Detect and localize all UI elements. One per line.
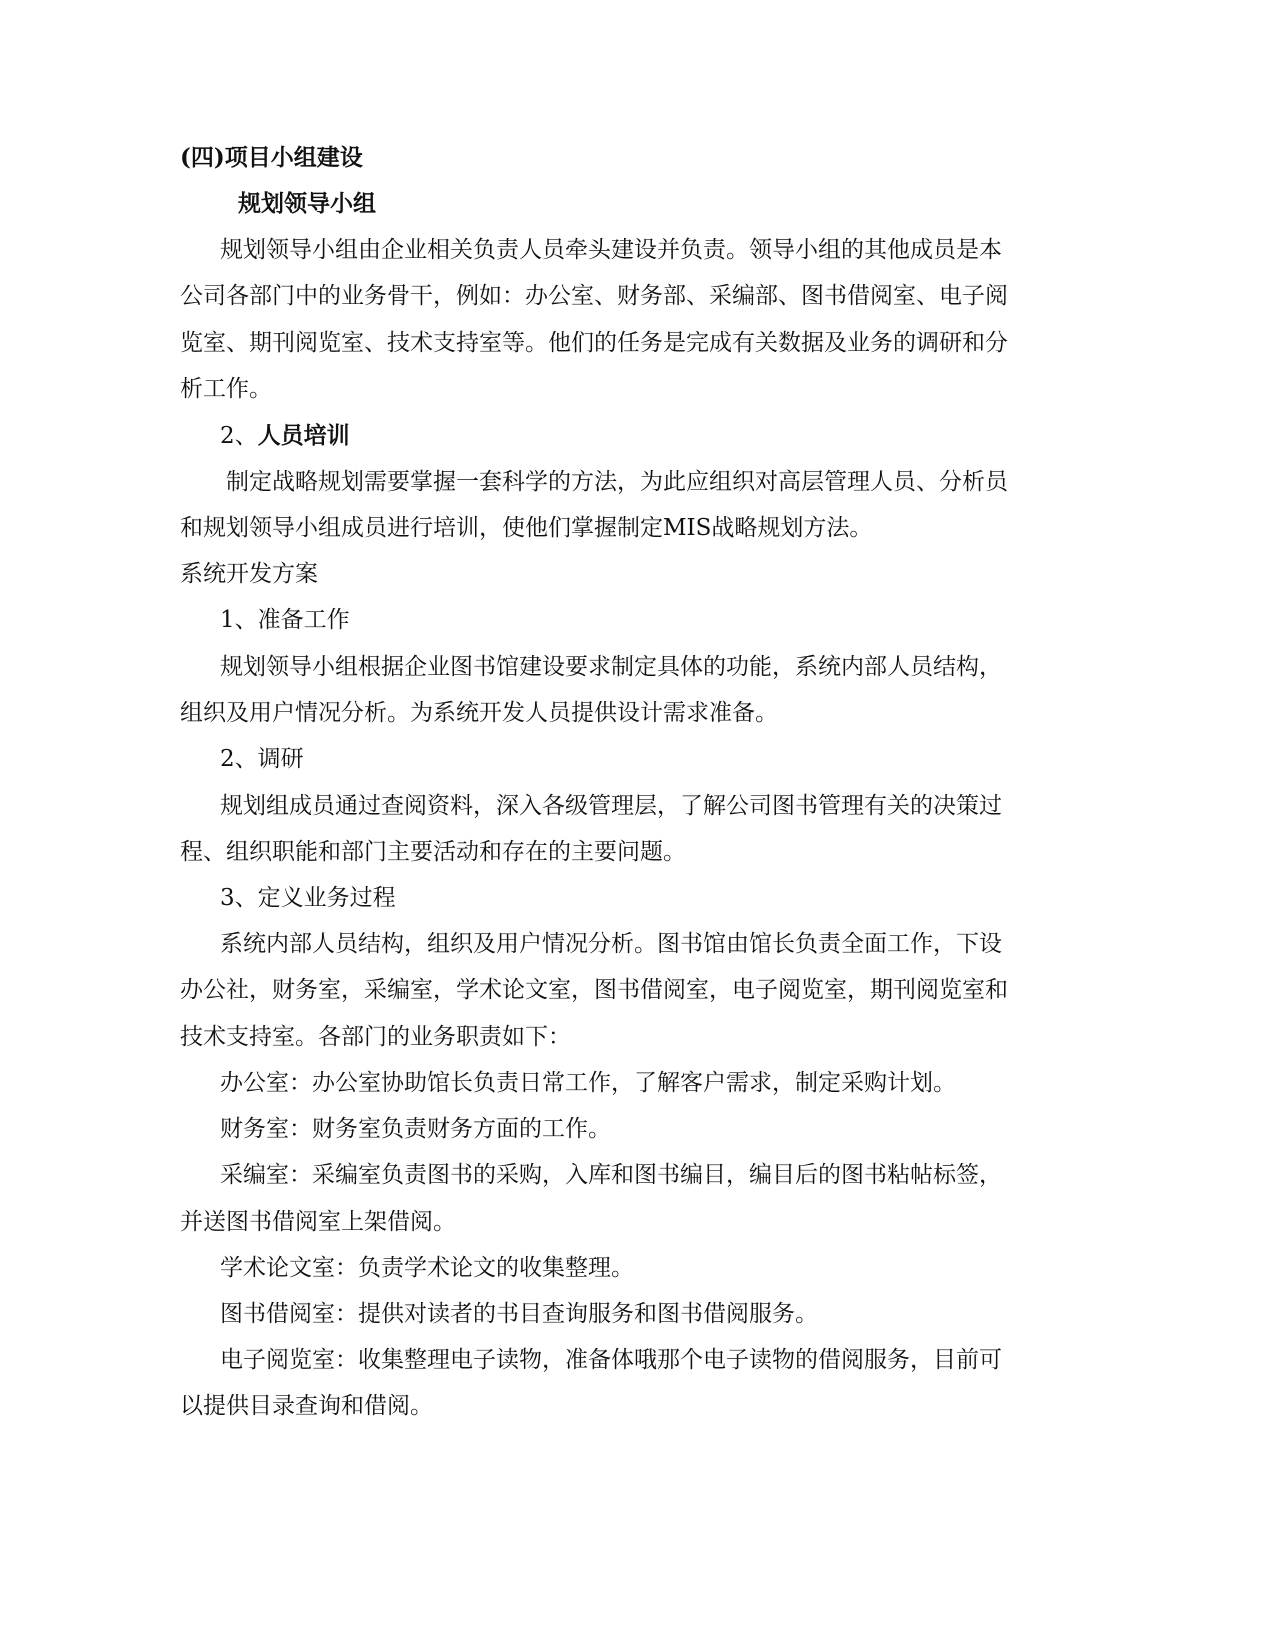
dept-acquisition-cont: 并送图书借阅室上架借阅。 — [180, 1209, 456, 1235]
paragraph-line: 制定战略规划需要掌握一套科学的方法，为此应组织对高层管理人员、分析员 — [226, 469, 1008, 495]
system-plan-heading: 系统开发方案 — [180, 561, 318, 587]
paragraph-line: 组织及用户情况分析。为系统开发人员提供设计需求准备。 — [180, 700, 778, 726]
paragraph-line: 办公社，财务室，采编室，学术论文室，图书借阅室，电子阅览室，期刊阅览室和 — [180, 977, 1008, 1003]
paragraph-line: 程、组织职能和部门主要活动和存在的主要问题。 — [180, 839, 686, 865]
item-heading: 1、准备工作 — [220, 607, 350, 633]
paragraph-line: 公司各部门中的业务骨干，例如：办公室、财务部、采编部、图书借阅室、电子阅 — [180, 283, 1008, 309]
heading-text: 人员培训 — [257, 422, 350, 449]
item-heading: 3、定义业务过程 — [220, 885, 396, 911]
paragraph-line: 系统内部人员结构，组织及用户情况分析。图书馆由馆长负责全面工作，下设 — [220, 931, 1002, 957]
dept-lending: 图书借阅室：提供对读者的书目查询服务和图书借阅服务。 — [220, 1301, 818, 1327]
paragraph-line: 规划组成员通过查阅资料，深入各级管理层，了解公司图书管理有关的决策过 — [220, 793, 1002, 819]
dept-acquisition: 采编室：采编室负责图书的采购，入库和图书编目，编目后的图书粘帖标签， — [220, 1162, 1002, 1188]
heading-training — [220, 421, 350, 451]
dept-ereading: 电子阅览室：收集整理电子读物，准备体哦那个电子读物的借阅服务，目前可 — [220, 1347, 1002, 1373]
item-heading: 2、调研 — [220, 746, 304, 772]
heading-number: 2、 — [220, 423, 258, 449]
dept-finance: 财务室：财务室负责财务方面的工作。 — [220, 1116, 611, 1142]
paragraph-line: 规划领导小组根据企业图书馆建设要求制定具体的功能，系统内部人员结构， — [220, 654, 1002, 680]
paragraph-line: 规划领导小组由企业相关负责人员牵头建设并负责。领导小组的其他成员是本 — [220, 237, 1002, 263]
paragraph-line: 和规划领导小组成员进行培训，使他们掌握制定MIS战略规划方法。 — [180, 515, 873, 541]
paragraph-line: 览室、期刊阅览室、技术支持室等。他们的任务是完成有关数据及业务的调研和分 — [180, 330, 1008, 356]
section-title: (四)项目小组建设 — [180, 144, 363, 171]
dept-office: 办公室：办公室协助馆长负责日常工作，了解客户需求，制定采购计划。 — [220, 1070, 956, 1096]
subsection-title: 规划领导小组 — [238, 190, 376, 217]
paragraph-line: 技术支持室。各部门的业务职责如下： — [180, 1024, 571, 1050]
dept-ereading-cont: 以提供目录查询和借阅。 — [180, 1393, 433, 1419]
paragraph-line: 析工作。 — [180, 376, 272, 402]
dept-academic: 学术论文室：负责学术论文的收集整理。 — [220, 1255, 634, 1281]
